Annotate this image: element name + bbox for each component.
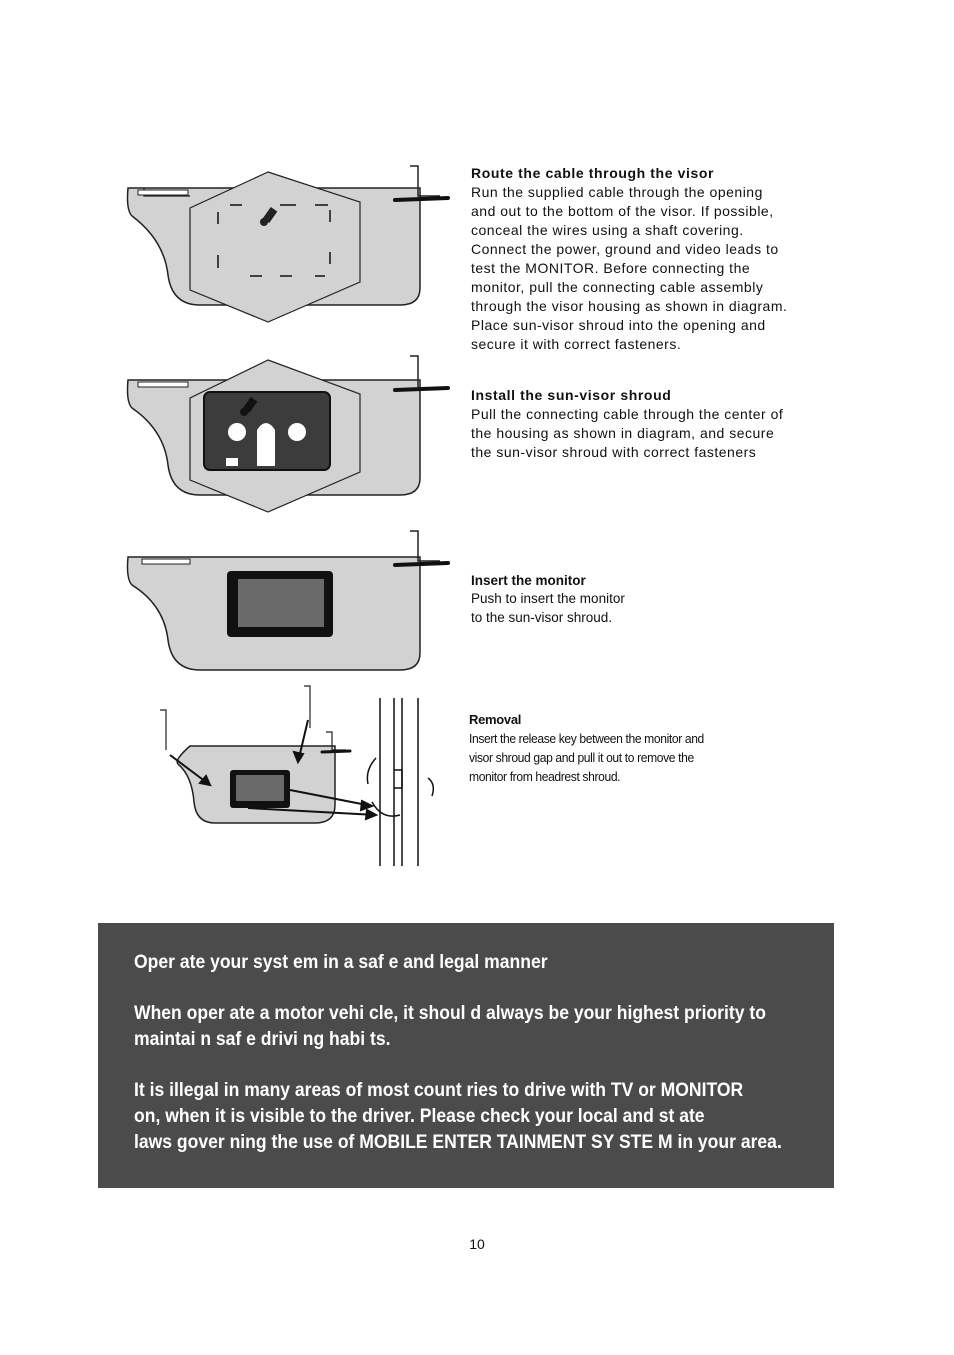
step-title: Removal — [469, 712, 522, 727]
step-description: Insert the release key between the monitor and visor shroud gap and pull it out to remove the monitor from headrest shroud. — [469, 731, 704, 784]
step-description: Run the supplied cable through the opening and out to the bottom of the visor. If possible, conceal the wires using a shaft covering. Connect the power, ground and video leads to test the MONITOR. Before connecting the monitor, pull the connecting cable assembly through the visor housing as shown in diagram. Place sun-visor shroud into the opening and secure it with correct fasteners. — [471, 184, 788, 352]
page-number: 10 — [469, 1236, 485, 1252]
warning-paragraph: When oper ate a motor vehi cle, it shoul d always be your highest priority to maintai n saf e drivi ng habi ts. — [134, 1002, 766, 1050]
step-title: Install the sun-visor shroud — [471, 387, 672, 403]
headrest-post — [367, 698, 433, 866]
warning-heading: Oper ate your syst em in a saf e and legal manner — [134, 951, 548, 973]
monitor-removal-diagram — [150, 680, 450, 875]
step-insert-monitor — [471, 571, 831, 627]
step-title: Insert the monitor — [471, 573, 586, 588]
visor-shroud-diagram — [120, 350, 460, 520]
monitor-screen — [236, 775, 284, 801]
warning-paragraph: It is illegal in many areas of most count ries to drive with TV or MONITOR on, when it is visible to the driver. Please check your local and st ate laws gover ning the use of MOBILE ENTER TAINMENT SY STE M in your area. — [134, 1079, 782, 1153]
step-description: Pull the connecting cable through the center of the housing as shown in diagram, and secure the sun-visor shroud with correct fasteners — [471, 406, 784, 460]
monitor-screen — [238, 579, 324, 627]
step-description: Push to insert the monitor to the sun-visor shroud. — [471, 591, 625, 625]
safety-warning-box — [98, 923, 834, 1188]
visor-cable-diagram — [120, 160, 460, 330]
step-removal — [469, 710, 829, 786]
step-route-cable — [471, 164, 831, 354]
visor-monitor-diagram — [120, 525, 460, 675]
step-title: Route the cable through the visor — [471, 165, 715, 181]
step-install-shroud — [471, 386, 831, 462]
